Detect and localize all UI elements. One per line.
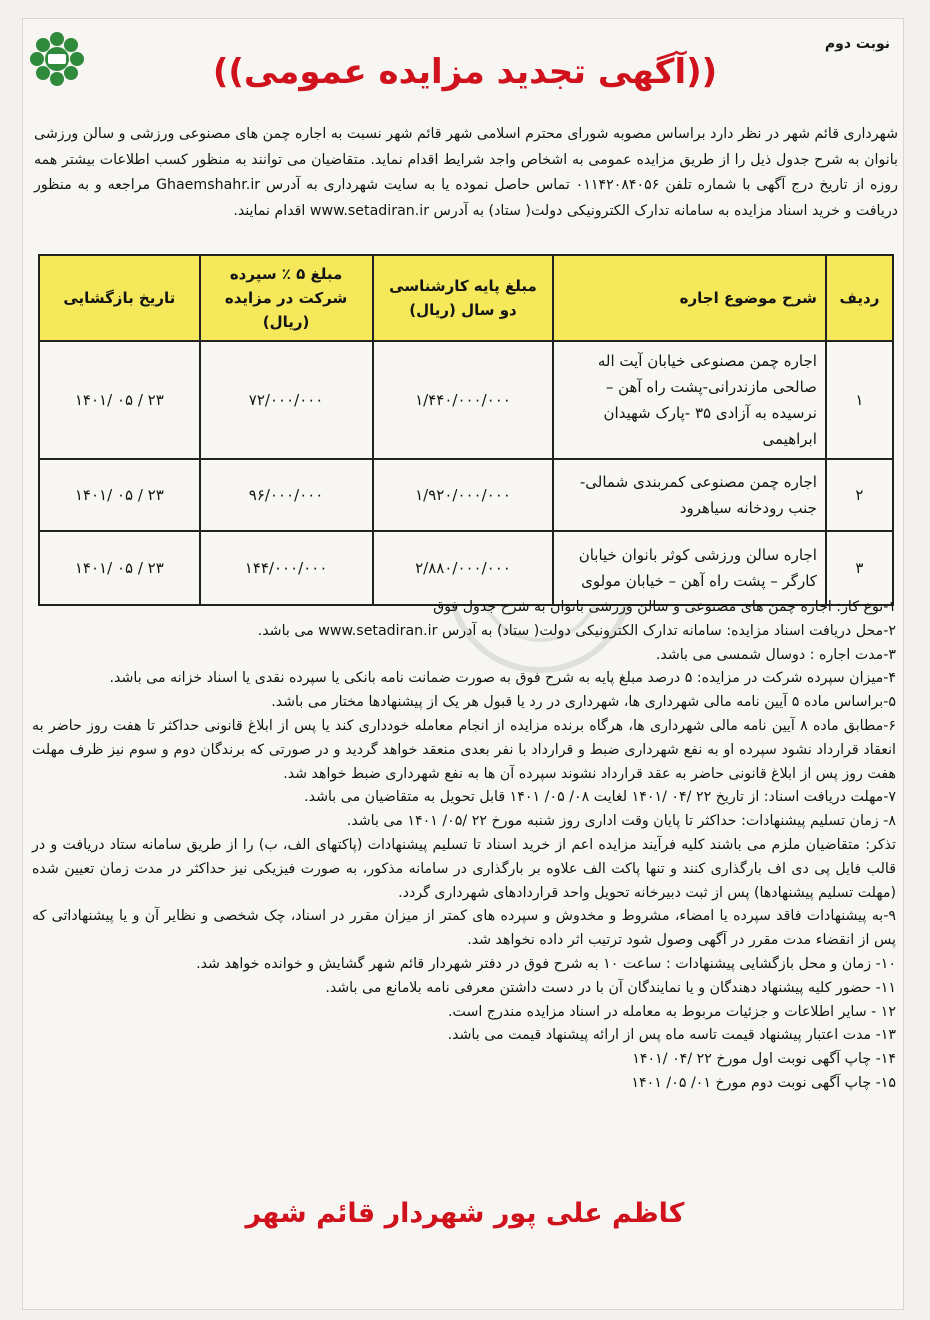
list-item: ۹-به پیشنهادات فاقد سپرده یا امضاء، مشروط و مخدوش و سپرده های کمتر از میزان مقرر در اسناد، چک شخصی و نظایر آن و یا پیشنهاداتی که پس از انقضاء مدت مقرر در آگهی وصول شود ترتیب اثر داده نخواهد شد.: [32, 908, 896, 949]
auction-table: [38, 254, 894, 606]
row-opening-date: ۲۳ / ۰۵ /۱۴۰۱: [39, 341, 200, 459]
list-item: ۱۲ - سایر اطلاعات و جزئیات مربوط به معامله در اسناد مزایده مندرج است.: [448, 1003, 896, 1020]
page-title: ((آگهی تجدید مزایده عمومی)): [212, 52, 718, 92]
row-opening-date: ۲۳ / ۰۵ /۱۴۰۱: [39, 531, 200, 605]
header-deposit: مبلغ ۵ ٪ سپرده شرکت در مزایده (ریال): [200, 255, 373, 341]
row-deposit: ۹۶/۰۰۰/۰۰۰: [200, 459, 373, 531]
list-item: ۵-براساس ماده ۵ آیین نامه مالی شهرداری ها، شهرداری در رد یا قبول هر یک از پیشنهادها مختار می باشد.: [271, 694, 896, 711]
row-base-price: ۲/۸۸۰/۰۰۰/۰۰۰: [373, 531, 554, 605]
table-header-row: [39, 255, 893, 341]
list-item: ۸- زمان تسلیم پیشنهادات: حداکثر تا پایان وقت اداری روز شنبه مورخ ۲۲ /۰۵/ ۱۴۰۱ می باشد.: [346, 813, 896, 830]
list-item: ۲-محل دریافت اسناد مزایده: سامانه تدارک الکترونیکی دولت( ستاد) به آدرس www.setadiran.ir می باشد.: [257, 622, 896, 639]
list-item: تذکر: متقاضیان ملزم می باشند کلیه فرآیند مزایده اعم از خرید اسناد تا تسلیم پیشنهادات (پاکتهای الف، ب) را از طریق سامانه ستاد دریافت و در قالب فایل پی دی اف بارگذاری کنند و تنها پاکت الف علاوه بر بارگذاری در سامانه مذکور، به صورت فیزیکی نیز حداکثر در مدت زمان تعیین شده (مهلت تسلیم پیشنهادها) پس از ثبت دبیرخانه تحویل واحد قراردادهای شهرداری گردد.: [32, 836, 896, 901]
header-opening-date: تاریخ بازگشایی: [39, 255, 200, 341]
table-row: [39, 459, 893, 531]
list-item: ۱۰- زمان و محل بازگشایی پیشنهادات : ساعت ۱۰ به شرح فوق در دفتر شهردار قائم شهر گشایش و خوانده خواهد شد.: [196, 955, 896, 972]
list-item: ۱۱- حضور کلیه پیشنهاد دهندگان و یا نمایندگان آن با در دست داشتن معرفی نامه بلامانع می باشد.: [325, 979, 896, 996]
row-base-price: ۱/۹۲۰/۰۰۰/۰۰۰: [373, 459, 554, 531]
row-base-price: ۱/۴۴۰/۰۰۰/۰۰۰: [373, 341, 554, 459]
row-description: اجاره چمن مصنوعی کمربندی شمالی- جنب رودخانه سیاهرود: [553, 459, 825, 531]
header-row-number: ردیف: [826, 255, 893, 341]
conditions-list: [32, 596, 896, 1096]
row-opening-date: ۲۳ / ۰۵ /۱۴۰۱: [39, 459, 200, 531]
list-item: ۱۵- چاپ آگهی نوبت دوم مورخ ۰۱/ ۰۵/ ۱۴۰۱: [631, 1074, 896, 1091]
list-item: ۱-نوع کار: اجاره چمن های مصنوعی و سالن ورزشی بانوان به شرح جدول فوق: [433, 599, 896, 615]
list-item: ۱۴- چاپ آگهی نوبت اول مورخ ۲۲ /۰۴ /۱۴۰۱: [632, 1051, 896, 1068]
list-item: ۱۳- مدت اعتبار پیشنهاد قیمت تاسه ماه پس از ارائه پیشنهاد قیمت می باشد.: [447, 1027, 896, 1044]
municipality-logo-icon: [28, 30, 86, 88]
row-number: ۳: [826, 531, 893, 605]
row-description: اجاره سالن ورزشی کوثر بانوان خیابان کارگر – پشت راه آهن – خیابان مولوی: [553, 531, 825, 605]
row-number: ۲: [826, 459, 893, 531]
row-deposit: ۷۲/۰۰۰/۰۰۰: [200, 341, 373, 459]
list-item: ۷-مهلت دریافت اسناد: از تاریخ ۲۲ /۰۴ /۱۴۰۱ لغایت ۰۸/ ۰۵/ ۱۴۰۱ قابل تحویل به متقاضیان می باشد.: [304, 789, 896, 806]
table-row: [39, 531, 893, 605]
signature-line: کاظم علی پور شهردار قائم شهر: [245, 1198, 685, 1229]
edition-label: نوبت دوم: [824, 36, 890, 52]
intro-paragraph: شهرداری قائم شهر در نظر دارد براساس مصوبه شورای محترم اسلامی شهر قائم شهر نسبت به اجاره چمن های مصنوعی ورزشی و سالن ورزشی بانوان به شرح جدول ذیل را از طریق مزایده عمومی به اشخاص واجد شرایط اقدام نماید. متقاضیان می توانند به منظور کسب اطلاعات بیشتر همه روزه از تاریخ درج آگهی با شماره تلفن ۰۱۱۴۲۰۸۴۰۵۶ تماس حاصل نموده یا به سایت شهرداری به آدرس Ghaemshahr.ir مراجعه و به منظور دریافت و خرید اسناد مزایده به سامانه تدارک الکترونیکی دولت( ستاد) به آدرس www.setadiran.ir اقدام نمایند.: [34, 126, 898, 219]
list-item: ۶-مطابق ماده ۸ آیین نامه مالی شهرداری ها، هرگاه برنده مزایده از انجام معامله خودداری کند یا پس از ابلاغ قانونی حداکثر تا هفت روز حاضر به انعقاد قرارداد نشود سپرده او به نفع شهرداری ضبط و قرارداد با نفر بعدی منعقد خواهد گردید و در صورتی که برندگان دوم و سوم نیز ظرف مهلت هفت روز پس از ابلاغ قانونی حاضر به عقد قرارداد نشوند سپرده آن ها به نفع شهرداری ضبط خواهد شد.: [32, 717, 896, 782]
header-base-price: مبلغ پایه کارشناسی دو سال (ریال): [373, 255, 554, 341]
header-description: شرح موضوع اجاره: [553, 255, 825, 341]
row-description: اجاره چمن مصنوعی خیابان آیت اله صالحی مازندرانی-پشت راه آهن – نرسیده به آزادی ۳۵ -پارک شهیدان ابراهیمی: [553, 341, 825, 459]
list-item: ۳-مدت اجاره : دوسال شمسی می باشد.: [655, 646, 896, 663]
list-item: ۴-میزان سپرده شرکت در مزایده: ۵ درصد مبلغ پایه به شرح فوق به صورت ضمانت نامه بانکی یا سپرده نقدی یا اسناد خزانه می باشد.: [109, 670, 896, 687]
table-row: [39, 341, 893, 459]
row-number: ۱: [826, 341, 893, 459]
row-deposit: ۱۴۴/۰۰۰/۰۰۰: [200, 531, 373, 605]
